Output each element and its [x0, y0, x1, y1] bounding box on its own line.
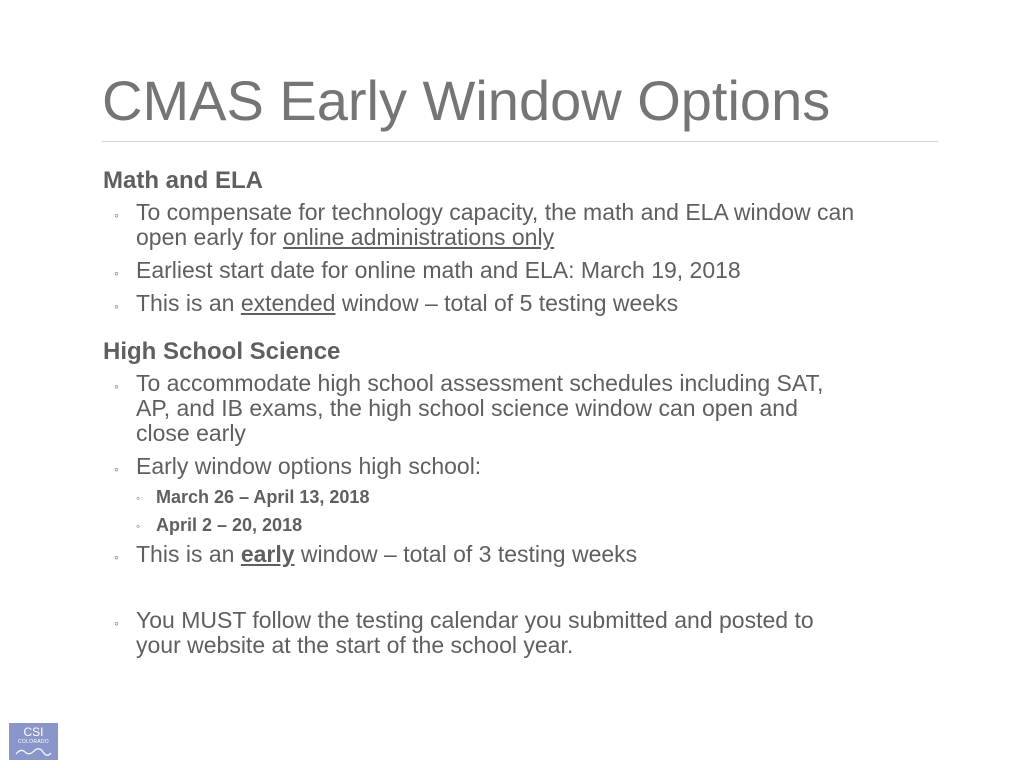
- bullet-text: window – total of 5 testing weeks: [335, 290, 679, 316]
- bullet-icon: ◦: [114, 298, 119, 314]
- bullet-text-line: To compensate for technology capacity, the math and ELA window can: [136, 199, 855, 225]
- date-option: March 26 – April 13, 2018: [156, 487, 370, 507]
- slide-title: CMAS Early Window Options: [102, 69, 831, 132]
- mountain-icon: [15, 745, 52, 757]
- logo-text: CSI: [23, 725, 44, 739]
- underlined-text: extended: [240, 290, 336, 316]
- bullet-text-line: close early: [136, 420, 246, 446]
- section-heading-high-school-science: High School Science: [103, 338, 341, 365]
- underlined-text: early: [240, 541, 295, 567]
- title-divider: [102, 141, 938, 142]
- bullet-icon: ◦: [136, 491, 141, 505]
- bullet-text: Early window options high school:: [136, 453, 482, 479]
- bullet-icon: ◦: [114, 378, 119, 394]
- bullet-text: open early for: [136, 224, 284, 250]
- bullet-text: This is an: [136, 290, 241, 316]
- bullet-icon: ◦: [114, 549, 119, 565]
- bullet-icon: ◦: [114, 615, 119, 631]
- bullet-text: This is an: [136, 541, 241, 567]
- underlined-text: online administrations only: [283, 224, 555, 250]
- bullet-text: Earliest start date for online math and ELA: March 19, 2018: [136, 257, 741, 283]
- bullet-icon: ◦: [114, 461, 119, 477]
- bullet-text-line: AP, and IB exams, the high school science window can open and: [136, 395, 798, 421]
- bullet-text-line: your website at the start of the school year.: [136, 632, 574, 658]
- bullet-text-line: You MUST follow the testing calendar you submitted and posted to: [136, 607, 814, 633]
- logo-subtext: COLORADO: [17, 739, 49, 745]
- section-heading-math-ela: Math and ELA: [103, 167, 263, 194]
- bullet-text-line: To accommodate high school assessment schedules including SAT,: [136, 370, 824, 396]
- bullet-icon: ◦: [114, 207, 119, 223]
- csi-logo: [9, 723, 58, 760]
- date-option: April 2 – 20, 2018: [156, 515, 303, 535]
- bullet-text: window – total of 3 testing weeks: [294, 541, 638, 567]
- bullet-icon: ◦: [114, 265, 119, 281]
- bullet-icon: ◦: [136, 519, 141, 533]
